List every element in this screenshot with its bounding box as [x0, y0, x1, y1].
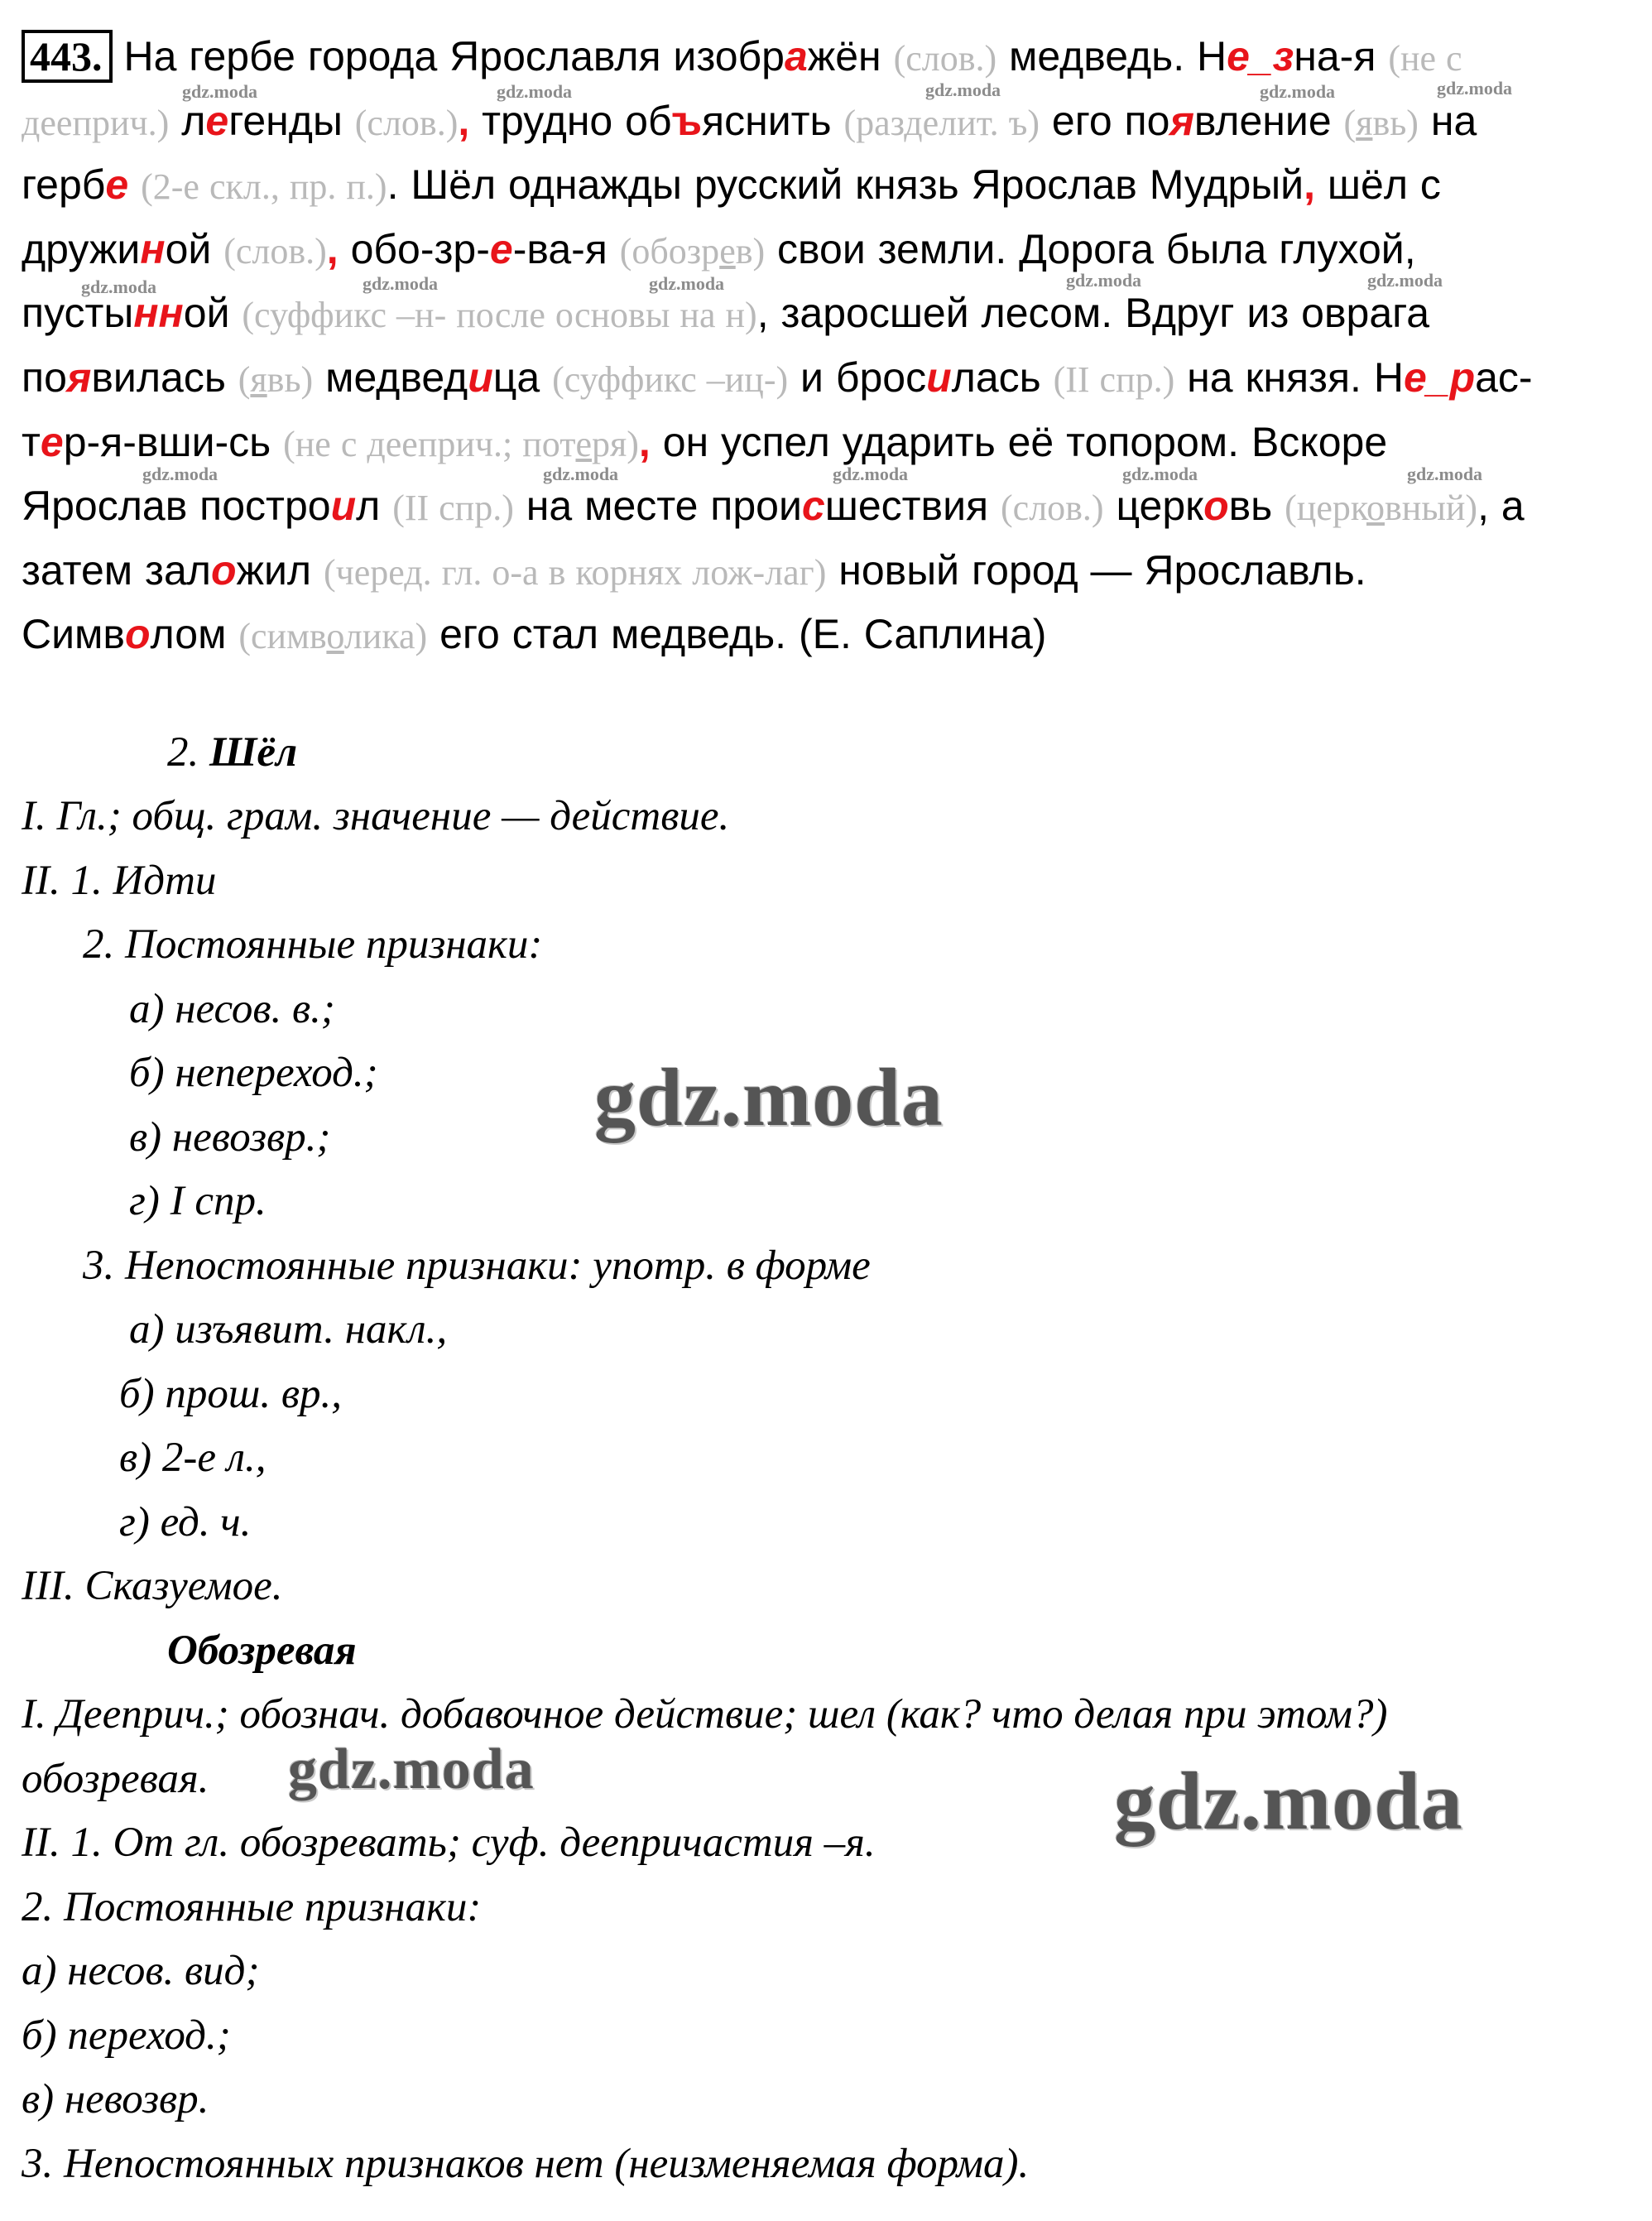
text-span: вилась — [91, 353, 238, 401]
text-span: на-я — [1294, 33, 1389, 79]
watermark: gdz.moda — [1437, 78, 1513, 99]
text-span: затем зал — [22, 546, 211, 594]
analysis-line: б) прош. вр., — [119, 1371, 343, 1417]
grammar-note: (разделит. ъ) — [843, 102, 1040, 143]
analysis-line: II. 1. Идти — [22, 858, 217, 904]
highlight-comma: , — [1304, 161, 1316, 209]
text-span: он успел ударить её топором. Вскоре — [650, 418, 1388, 465]
text-span: свои земли. Дорога была глухой, — [765, 225, 1416, 272]
analysis-line: г) I спр. — [129, 1178, 267, 1224]
grammar-note: ( — [1343, 102, 1357, 143]
exercise-line — [22, 411, 1635, 475]
grammar-note: о — [1366, 488, 1385, 529]
grammar-note: (суффикс –н- после основы на н) — [242, 295, 757, 336]
highlight-letter: е — [105, 161, 129, 209]
text-span: медвед — [313, 353, 468, 401]
text-span: Симв — [22, 611, 125, 658]
text-span: медведь. Н — [996, 33, 1227, 79]
grammar-note: лика) — [343, 616, 428, 657]
analysis-line: а) несов. в.; — [129, 986, 335, 1032]
text-span — [128, 161, 141, 208]
watermark: gdz.moda — [363, 273, 439, 294]
text-span: шествия — [824, 483, 1001, 530]
exercise-number: 443. — [22, 30, 113, 83]
highlight-comma: , — [638, 418, 651, 465]
text-span: его стал медведь. (Е. Саплина) — [427, 611, 1047, 658]
text-span: жён — [807, 33, 894, 79]
grammar-note: (не с — [1388, 38, 1462, 79]
watermark: gdz.moda — [1066, 270, 1142, 291]
analysis-heading: Обозревая — [167, 1627, 357, 1674]
grammar-note: (II спр.) — [1053, 358, 1175, 400]
watermark: gdz.moda — [81, 276, 157, 297]
analysis-line: 2. Постоянные признаки: — [83, 921, 543, 968]
text-span: его по — [1040, 97, 1170, 144]
text-span: ой — [165, 225, 224, 272]
analysis-line: II. 1. От гл. обозревать; суф. деепричастия –я. — [22, 1820, 876, 1866]
watermark: gdz.moda — [1114, 1755, 1463, 1847]
text-span: новый город — Ярославль. — [826, 546, 1366, 594]
grammar-note: (симв — [238, 616, 327, 657]
grammar-note: в) — [735, 230, 766, 272]
grammar-note: вь) — [1372, 102, 1419, 143]
highlight-letter: е — [489, 225, 513, 272]
watermark: gdz.moda — [1407, 464, 1483, 484]
watermark: gdz.moda — [649, 273, 725, 294]
text-span: вь — [1228, 483, 1285, 530]
grammar-note: е — [719, 230, 736, 272]
analysis-line: а) несов. вид; — [22, 1948, 260, 1994]
grammar-note: (II спр.) — [392, 488, 514, 529]
grammar-note: о — [326, 616, 344, 657]
highlight-comma: , — [458, 97, 470, 144]
grammar-note: (2-е скл., пр. п.) — [141, 166, 387, 208]
exercise-line — [22, 89, 1635, 154]
highlight-letter: о — [1203, 483, 1229, 530]
text-span: л — [356, 483, 393, 530]
analysis-line: I. Гл.; общ. грам. значение — действие. — [22, 793, 730, 839]
exercise-text — [22, 25, 1635, 667]
highlight-letter: е — [40, 418, 64, 465]
grammar-note: ( — [238, 358, 251, 400]
text-span: -ва-я — [512, 225, 620, 272]
grammar-note: я — [250, 358, 267, 400]
text-span: и брос — [788, 353, 927, 401]
watermark: gdz.moda — [1122, 464, 1198, 484]
watermark: gdz.moda — [594, 1051, 944, 1143]
grammar-note: ря) — [592, 423, 639, 464]
text-span: на месте прои — [513, 483, 802, 530]
text-span: т — [22, 418, 41, 465]
highlight-letter: ъ — [671, 97, 703, 144]
text-span: пусты — [22, 290, 134, 337]
analysis-line: 2. Постоянные признаки: — [22, 1884, 482, 1930]
analysis-line: обозревая. — [22, 1756, 209, 1802]
text-span: трудно об — [469, 97, 672, 144]
highlight-comma: , — [326, 225, 339, 272]
text-span: на князя. Н — [1174, 353, 1404, 401]
analysis-line: III. Сказуемое. — [22, 1563, 283, 1609]
grammar-note: (слов.) — [893, 38, 997, 79]
text-span: герб — [22, 161, 106, 209]
text-span: л — [169, 97, 206, 144]
highlight-letter: е_з — [1227, 33, 1294, 79]
text-span: , а — [1477, 483, 1525, 530]
watermark: gdz.moda — [142, 464, 219, 484]
watermark: gdz.moda — [925, 79, 1001, 100]
text-span: Ярослав постро — [22, 483, 331, 530]
grammar-note: (обозр — [619, 230, 720, 272]
watermark: gdz.moda — [288, 1738, 535, 1801]
text-span: дружи — [22, 225, 141, 272]
watermark: gdz.moda — [182, 81, 258, 102]
grammar-note: е — [575, 423, 592, 464]
grammar-note: (слов.) — [354, 102, 459, 143]
text-span: обо-зр- — [338, 225, 490, 272]
analysis-line: г) ед. ч. — [119, 1499, 252, 1546]
grammar-note: вный) — [1385, 488, 1478, 529]
text-span: р-я-вши-сь — [63, 418, 284, 465]
exercise-line — [22, 153, 1635, 218]
grammar-note: (черед. гл. о-а в корнях лож-лаг) — [323, 551, 827, 593]
text-span: яснить — [702, 97, 844, 144]
highlight-letter: е — [205, 97, 229, 144]
text-span: шёл с — [1315, 161, 1441, 209]
analysis-line: в) 2-е л., — [119, 1435, 267, 1481]
analysis-line: а) изъявит. накл., — [129, 1306, 448, 1353]
grammar-note: (слов.) — [1001, 488, 1104, 529]
analysis-line: в) невозвр.; — [129, 1114, 331, 1161]
analysis-line: б) переход.; — [22, 2012, 231, 2059]
exercise-line — [22, 25, 1635, 89]
text-span: лась — [951, 353, 1054, 401]
highlight-letter: и — [926, 353, 952, 401]
highlight-letter: о — [124, 611, 151, 658]
highlight-letter: нн — [133, 290, 184, 337]
watermark: gdz.moda — [833, 464, 909, 484]
analysis-line: в) невозвр. — [22, 2076, 209, 2122]
analysis-line: I. Дееприч.; обознач. добавочное действие; шел (как? что делая при этом?) — [22, 1691, 1388, 1738]
watermark: gdz.moda — [1260, 81, 1336, 102]
watermark: gdz.moda — [497, 81, 573, 102]
analysis-line: 3. Непостоянных признаков нет (неизменяемая форма). — [22, 2141, 1030, 2187]
text-span: на — [1418, 97, 1477, 144]
text-span: церк — [1103, 483, 1204, 530]
grammar-note: (не с дееприч.; пот — [283, 423, 576, 464]
grammar-note: я — [1356, 102, 1373, 143]
text-span: генды — [228, 97, 355, 144]
text-span: На гербе города Ярославля изобр — [123, 33, 785, 79]
highlight-letter: и — [468, 353, 493, 401]
exercise-line — [22, 346, 1635, 411]
exercise-line — [22, 281, 1635, 346]
highlight-letter: н — [140, 225, 166, 272]
highlight-letter: я — [66, 353, 92, 401]
highlight-letter: с — [801, 483, 825, 530]
analysis-line: 3. Непостоянные признаки: употр. в форме — [83, 1243, 871, 1289]
text-span: ой — [183, 290, 243, 337]
highlight-letter: е_р — [1403, 353, 1476, 401]
watermark: gdz.moda — [1367, 270, 1443, 291]
exercise-line — [22, 474, 1635, 539]
text-span: вление — [1193, 97, 1344, 144]
text-span: лом — [150, 611, 239, 658]
text-span: . Шёл однажды русский князь Ярослав Мудрый — [387, 161, 1304, 209]
text-span: ас- — [1475, 353, 1533, 401]
text-span: жил — [236, 546, 324, 594]
grammar-note: (суффикс –иц-) — [552, 358, 789, 400]
highlight-letter: о — [210, 546, 237, 594]
highlight-letter: я — [1169, 97, 1194, 144]
analysis-heading: 2. Шёл — [167, 729, 298, 776]
text-span: по — [22, 353, 67, 401]
watermark: gdz.moda — [543, 464, 619, 484]
grammar-note: дееприч.) — [22, 102, 170, 143]
text-span: , заросшей лесом. Вдруг из оврага — [756, 290, 1430, 337]
highlight-letter: и — [330, 483, 357, 530]
grammar-note: вь) — [267, 358, 314, 400]
exercise-line — [22, 539, 1635, 603]
exercise-line — [22, 603, 1635, 667]
grammar-note: (церк — [1285, 488, 1366, 529]
text-span: ца — [492, 353, 553, 401]
grammar-note: (слов.) — [223, 230, 327, 272]
highlight-letter: а — [784, 33, 808, 79]
analysis-line: б) непереход.; — [129, 1050, 378, 1096]
